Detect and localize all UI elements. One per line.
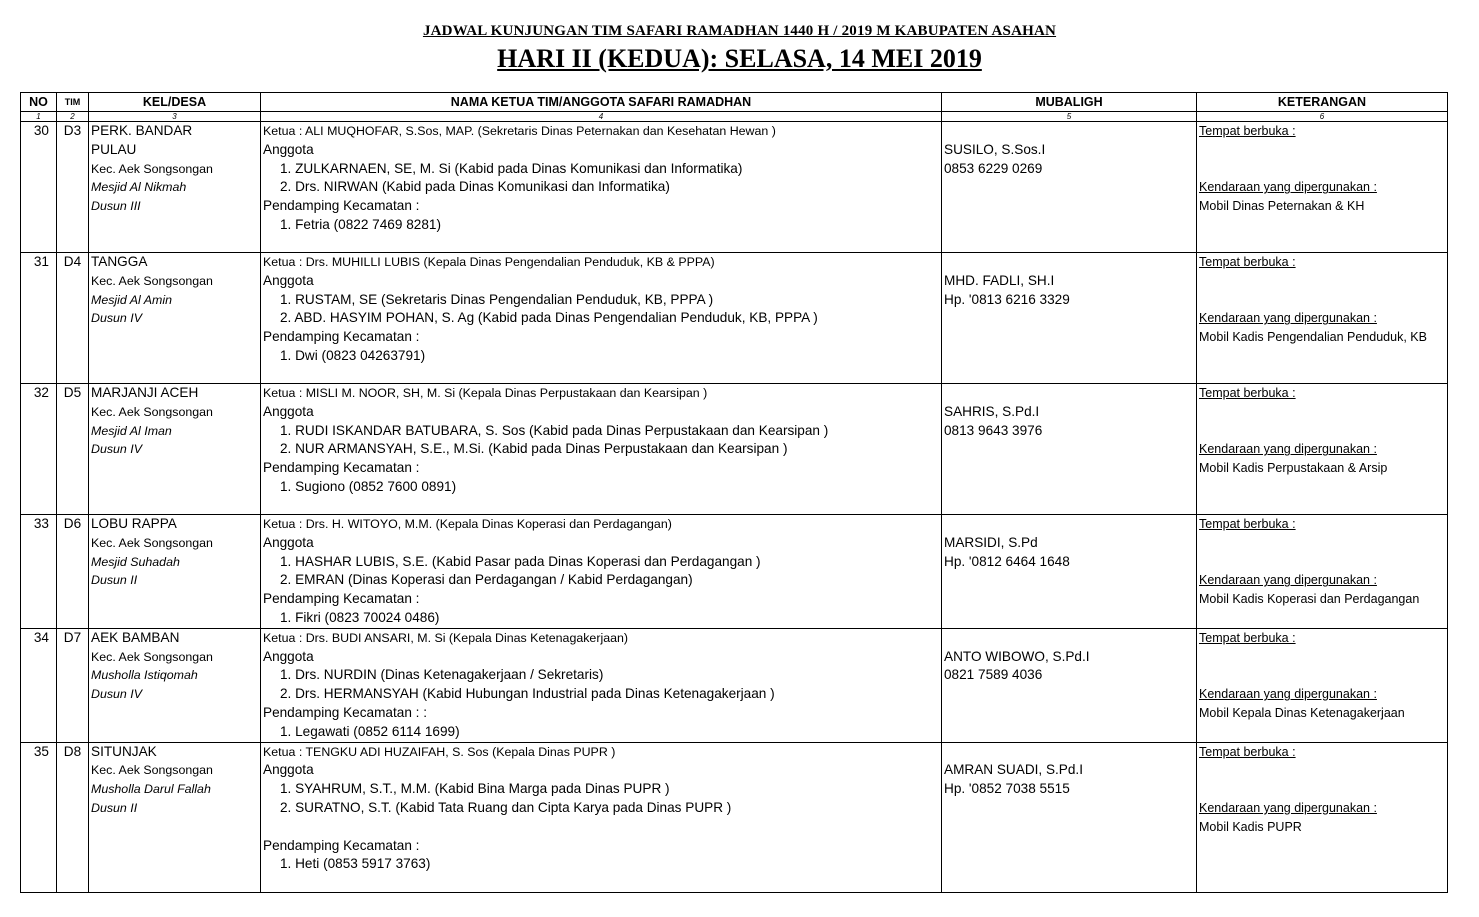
kendaraan-value: Mobil Kadis Koperasi dan Perdagangan (1199, 592, 1420, 607)
col-number: 6 (1197, 112, 1448, 122)
kendaraan-label: Kendaraan yang dipergunakan : (1199, 687, 1377, 702)
anggota-label: Anggota (263, 648, 314, 664)
row-number: 30 (21, 122, 57, 253)
header-row (21, 93, 1448, 112)
col-number: 2 (57, 112, 89, 122)
mesjid-name: Musholla Istiqomah (91, 668, 198, 683)
mubaligh-name: AMRAN SUADI, S.Pd.I (944, 762, 1083, 778)
team-code: D7 (57, 628, 89, 742)
mubaligh-name: SUSILO, S.Sos.I (944, 141, 1046, 157)
kendaraan-label: Kendaraan yang dipergunakan : (1199, 573, 1377, 588)
keterangan-cell (1197, 628, 1448, 742)
row-number: 31 (21, 253, 57, 384)
keterangan-cell (1197, 384, 1448, 515)
col-header-tim: TIM (57, 93, 89, 112)
dusun-name: Dusun II (91, 573, 138, 588)
mubaligh-phone: Hp. '0813 6216 3329 (944, 291, 1070, 307)
anggota-item: 1. RUDI ISKANDAR BATUBARA, S. Sos (Kabid pada Dinas Perpustakaan dan Kearsipan ) (280, 422, 829, 438)
kel-desa-name: SITUNJAK (91, 743, 157, 759)
location-cell (89, 253, 261, 384)
col-number: 4 (261, 112, 942, 122)
kendaraan-value: Mobil Kadis Perpustakaan & Arsip (1199, 461, 1388, 476)
pendamping-item: 1. Fikri (0823 70024 0486) (280, 609, 440, 625)
col-header-keterangan: KETERANGAN (1197, 93, 1448, 112)
mubaligh-cell (942, 742, 1197, 892)
col-header-nama: NAMA KETUA TIM/ANGGOTA SAFARI RAMADHAN (261, 93, 942, 112)
kecamatan: Kec. Aek Songsongan (91, 404, 213, 419)
mubaligh-cell (942, 628, 1197, 742)
tempat-berbuka-label: Tempat berbuka : (1199, 517, 1296, 531)
row-number: 32 (21, 384, 57, 515)
anggota-item: 2. NUR ARMANSYAH, S.E., M.Si. (Kabid pada Dinas Perpustakaan dan Kearsipan ) (280, 441, 788, 457)
location-cell (89, 122, 261, 253)
dusun-name: Dusun IV (91, 442, 142, 457)
mubaligh-name: MHD. FADLI, SH.I (944, 272, 1055, 288)
dusun-name: Dusun III (91, 199, 141, 214)
anggota-label: Anggota (263, 141, 314, 157)
kel-desa-name: TANGGA (91, 254, 148, 269)
kendaraan-label: Kendaraan yang dipergunakan : (1199, 311, 1377, 326)
pendamping-item: 1. Sugiono (0852 7600 0891) (280, 478, 457, 494)
kel-desa-name: LOBU RAPPA (91, 516, 177, 531)
table-row (21, 384, 1448, 515)
kecamatan: Kec. Aek Songsongan (91, 649, 213, 664)
anggota-label: Anggota (263, 403, 314, 419)
pendamping-label: Pendamping Kecamatan : : (263, 704, 427, 720)
pendamping-label: Pendamping Kecamatan : (263, 460, 420, 476)
kendaraan-label: Kendaraan yang dipergunakan : (1199, 442, 1377, 457)
col-number: 3 (89, 112, 261, 122)
anggota-item: 1. SYAHRUM, S.T., M.M. (Kabid Bina Marga pada Dinas PUPR ) (280, 781, 670, 797)
dusun-name: Dusun IV (91, 311, 142, 326)
document-subtitle: HARI II (KEDUA): SELASA, 14 MEI 2019 (497, 44, 982, 73)
team-code: D6 (57, 515, 89, 629)
tempat-berbuka-label: Tempat berbuka : (1199, 630, 1296, 645)
schedule-table (20, 92, 1448, 893)
ketua-line: Ketua : Drs. H. WITOYO, M.M. (Kepala Dinas Koperasi dan Perdagangan) (263, 517, 672, 531)
anggota-item: 2. ABD. HASYIM POHAN, S. Ag (Kabid pada Dinas Pengendalian Penduduk, KB, PPPA ) (280, 310, 818, 326)
team-code: D5 (57, 384, 89, 515)
team-members-cell (261, 742, 942, 892)
team-members-cell (261, 628, 942, 742)
row-number: 34 (21, 628, 57, 742)
mesjid-name: Mesjid Suhadah (91, 554, 180, 569)
pendamping-item: 1. Dwi (0823 04263791) (280, 347, 426, 363)
location-cell (89, 628, 261, 742)
pendamping-label: Pendamping Kecamatan : (263, 198, 420, 214)
kendaraan-value: Mobil Dinas Peternakan & KH (1199, 199, 1365, 214)
anggota-item: 1. Drs. NURDIN (Dinas Ketenagakerjaan / Sekretaris) (280, 667, 604, 683)
anggota-item: 1. RUSTAM, SE (Sekretaris Dinas Pengendalian Penduduk, KB, PPPA ) (280, 291, 714, 307)
mesjid-name: Mesjid Al Iman (91, 423, 172, 438)
kendaraan-label: Kendaraan yang dipergunakan : (1199, 800, 1377, 815)
anggota-item: 2. Drs. HERMANSYAH (Kabid Hubungan Industrial pada Dinas Ketenagakerjaan ) (280, 686, 775, 702)
table-row (21, 742, 1448, 892)
mubaligh-phone: Hp. '0852 7038 5515 (944, 781, 1070, 797)
ketua-line: Ketua : MISLI M. NOOR, SH, M. Si (Kepala Dinas Perpustakaan dan Kearsipan ) (263, 386, 708, 400)
mubaligh-cell (942, 122, 1197, 253)
kel-desa-name: MARJANJI ACEH (91, 385, 199, 400)
table-row (21, 253, 1448, 384)
kecamatan: Kec. Aek Songsongan (91, 763, 213, 778)
pendamping-label: Pendamping Kecamatan : (263, 837, 420, 853)
tempat-berbuka-label: Tempat berbuka : (1199, 124, 1296, 138)
location-cell (89, 515, 261, 629)
ketua-line: Ketua : TENGKU ADI HUZAIFAH, S. Sos (Kepala Dinas PUPR ) (263, 744, 616, 759)
col-header-no: NO (21, 93, 57, 112)
kendaraan-value: Mobil Kadis Pengendalian Penduduk, KB (1199, 330, 1427, 345)
keterangan-cell (1197, 742, 1448, 892)
anggota-label: Anggota (263, 534, 314, 550)
location-cell (89, 742, 261, 892)
col-number: 5 (942, 112, 1197, 122)
ketua-line: Ketua : Drs. BUDI ANSARI, M. Si (Kepala Dinas Ketenagakerjaan) (263, 630, 628, 645)
kel-desa-name: PERK. BANDAR (91, 123, 193, 138)
pendamping-item: 1. Fetria (0822 7469 8281) (280, 216, 441, 232)
kecamatan: Kec. Aek Songsongan (91, 535, 213, 550)
tempat-berbuka-label: Tempat berbuka : (1199, 386, 1296, 400)
table-row (21, 515, 1448, 629)
kendaraan-value: Mobil Kadis PUPR (1199, 819, 1302, 834)
mesjid-name: Musholla Darul Fallah (91, 782, 211, 797)
col-header-mubaligh: MUBALIGH (942, 93, 1197, 112)
ketua-line: Ketua : ALI MUQHOFAR, S.Sos, MAP. (Sekretaris Dinas Peternakan dan Kesehatan Hewan ) (263, 124, 776, 138)
anggota-item: 1. ZULKARNAEN, SE, M. Si (Kabid pada Dinas Komunikasi dan Informatika) (280, 160, 743, 176)
mubaligh-cell (942, 515, 1197, 629)
team-members-cell (261, 253, 942, 384)
anggota-item: 1. HASHAR LUBIS, S.E. (Kabid Pasar pada Dinas Koperasi dan Perdagangan ) (280, 553, 761, 569)
mubaligh-phone: Hp. '0812 6464 1648 (944, 553, 1070, 569)
table-row (21, 628, 1448, 742)
team-code: D8 (57, 742, 89, 892)
pendamping-label: Pendamping Kecamatan : (263, 329, 420, 345)
mubaligh-name: ANTO WIBOWO, S.Pd.I (944, 648, 1090, 664)
pendamping-item: 1. Legawati (0852 6114 1699) (280, 723, 460, 739)
mesjid-name: Mesjid Al Amin (91, 292, 173, 307)
column-number-row (21, 112, 1448, 122)
team-code: D3 (57, 122, 89, 253)
ketua-line: Ketua : Drs. MUHILLI LUBIS (Kepala Dinas Pengendalian Penduduk, KB & PPPA) (263, 255, 715, 269)
keterangan-cell (1197, 253, 1448, 384)
location-cell (89, 384, 261, 515)
row-number: 33 (21, 515, 57, 629)
mubaligh-phone: 0813 9643 3976 (944, 422, 1043, 438)
anggota-label: Anggota (263, 272, 314, 288)
mesjid-name: Mesjid Al Nikmah (91, 180, 187, 195)
row-number: 35 (21, 742, 57, 892)
col-header-kel-desa: KEL/DESA (89, 93, 261, 112)
mubaligh-name: MARSIDI, S.Pd (944, 534, 1038, 550)
mubaligh-phone: 0821 7589 4036 (944, 667, 1043, 683)
team-members-cell (261, 384, 942, 515)
dusun-name: Dusun IV (91, 687, 142, 702)
mubaligh-cell (942, 384, 1197, 515)
keterangan-cell (1197, 122, 1448, 253)
pendamping-label: Pendamping Kecamatan : (263, 591, 420, 607)
kecamatan: Kec. Aek Songsongan (91, 161, 213, 176)
anggota-item: 2. Drs. NIRWAN (Kabid pada Dinas Komunikasi dan Informatika) (280, 179, 670, 195)
team-members-cell (261, 122, 942, 253)
mubaligh-cell (942, 253, 1197, 384)
team-members-cell (261, 515, 942, 629)
pendamping-item: 1. Heti (0853 5917 3763) (280, 856, 431, 872)
mubaligh-phone: 0853 6229 0269 (944, 160, 1043, 176)
tempat-berbuka-label: Tempat berbuka : (1199, 744, 1296, 759)
kecamatan: Kec. Aek Songsongan (91, 273, 213, 288)
dusun-name: Dusun II (91, 800, 138, 815)
document-title: JADWAL KUNJUNGAN TIM SAFARI RAMADHAN 1440 H / 2019 M KABUPATEN ASAHAN (422, 23, 1057, 39)
mubaligh-name: SAHRIS, S.Pd.I (944, 403, 1040, 419)
tempat-berbuka-label: Tempat berbuka : (1199, 255, 1296, 269)
kel-desa-name: PULAU (91, 141, 137, 157)
anggota-item: 2. SURATNO, S.T. (Kabid Tata Ruang dan Cipta Karya pada Dinas PUPR ) (280, 799, 732, 815)
kendaraan-value: Mobil Kepala Dinas Ketenagakerjaan (1199, 705, 1405, 720)
anggota-item: 2. EMRAN (Dinas Koperasi dan Perdagangan / Kabid Perdagangan) (280, 572, 693, 588)
keterangan-cell (1197, 515, 1448, 629)
team-code: D4 (57, 253, 89, 384)
anggota-label: Anggota (263, 762, 314, 778)
kel-desa-name: AEK BAMBAN (91, 629, 180, 645)
table-row (21, 122, 1448, 253)
kendaraan-label: Kendaraan yang dipergunakan : (1199, 180, 1377, 195)
col-number: 1 (21, 112, 57, 122)
